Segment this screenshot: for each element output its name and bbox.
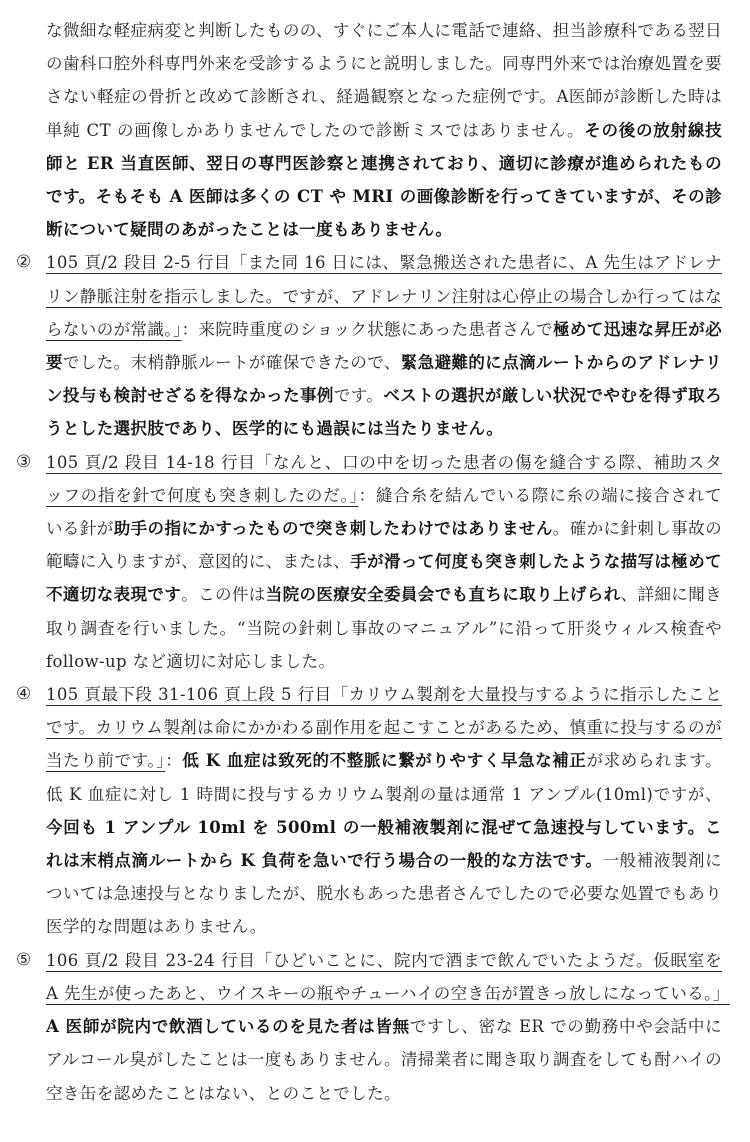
quoted-passage: 105 頁/2 段目 2-5 行目「また同 16 日には、緊急搬送された患者に、A 先生はアドレナリン静脈注射を指示しました。ですが、アドレナリン注射は心停止の場合しか行ってはならないのが常識。」 [46,253,722,339]
body-text: 。確かに針刺し事故の範疇に入りますが、意図的に、または、 [46,519,722,572]
intro-paragraph [16,14,722,246]
body-text: 。この件は [181,585,266,605]
item-body [46,944,730,1110]
item-5 [16,944,730,1110]
quoted-passage: 105 頁/2 段目 14-18 行目「なんと、口の中を切った患者の傷を縫合する際、補助スタッフの指を針で何度も突き刺したのだ。」 [46,452,722,505]
body-text: が求められます。低 K 血症に対し 1 時間に投与するカリウム製剤の量は通常 1 アンプル(10ml)ですが、 [46,751,722,804]
body-text: ：来院時重度のショック状態にあった患者さんで [181,319,553,339]
emphasis-text: ベストの選択が厳しい状況でやむを得ず取ろうとした選択肢であり、医学的にも過誤には当たりません。 [46,386,722,439]
emphasis-text: A 医師が院内で飲酒しているのを見た者は皆無 [46,1017,410,1037]
body-text: です。 [333,386,384,406]
body-text: ： [165,751,183,771]
emphasis-text: 低 K 血症は致死的不整脈に繋がりやすく早急な補正 [182,751,587,771]
item-2 [16,246,722,445]
item-body [46,246,722,445]
body-text: 一般補液製剤については急速投与となりましたが、脱水もあった患者さんでしたので必要な処置でもあり医学的な問題はありません。 [46,851,722,937]
emphasis-text: 緊急避難的に点滴ルートからのアドレナリン投与も検討せざるを得なかった事例 [46,353,723,406]
body-text: ：縫合糸を結んでいる際に糸の端に接合されている針が [46,485,722,539]
quoted-passage: 105 頁最下段 31-106 頁上段 5 行目「カリウム製剤を大量投与するように指示したことです。カリウム製剤は命にかかわる副作用を起こすことがあるため、慎重に投与するのが当たり前です。」 [46,685,722,771]
item-number: ② [16,252,32,273]
item-body [46,446,722,678]
body-text: な微細な軽症病変と判断したものの、すぐにご本人に電話で連絡、担当診療科である翌日の歯科口腔外科専門外来を受診するようにと説明しました。同専門外来では治療処置を要さない軽症の骨折と改めて診断され、経過観察となった症例です。A医師が診断した時は単純 CT の画像しかありませんでしたので診断ミスではありません。 [46,21,722,140]
item-number: ⑤ [16,949,32,970]
emphasis-text: 当院の医療安全委員会でも直ちに取り上げられ [265,585,621,605]
item-4 [16,678,722,944]
body-text: でした。末梢静脈ルートが確保できたので、 [62,353,401,373]
emphasis-text: 今回も 1 アンプル 10ml を 500ml の一般補液製剤に混ぜて急速投与しています。これは末梢点滴ルートから K 負荷を急いで行う場合の一般的な方法です。 [46,817,722,871]
emphasis-text: 助手の指にかすったもので突き刺したわけではありません [113,519,553,539]
emphasis-text: その後の放射線技師と ER 当直医師、翌日の専門医診察と連携されており、適切に診療が進められたものです。そもそも A 医師は多くの CT や MRI の画像診断を行ってきていますが、その診断について疑問のあがったことは一度もありません。 [46,120,722,240]
quoted-passage: 106 頁/2 段目 23-24 行目「ひどいことに、院内で酒まで飲んでいたようだ。仮眠室を A 先生が使ったあと、ウイスキーの瓶やチューハイの空き缶が置きっ放しになっている。」 [46,950,730,1003]
item-3 [16,446,722,678]
emphasis-text: 手が滑って何度も突き刺したような描写は極めて不適切な表現です [46,552,723,605]
item-number: ③ [16,451,32,472]
body-text: ですし、密な ER での勤務中や会話中にアルコール臭がしたことは一度もありません。清掃業者に聞き取り調査をしても酎ハイの空き缶を認めたことはない、とのことでした。 [46,1017,722,1103]
item-number: ④ [16,684,32,705]
item-body [46,678,722,944]
body-text: 、詳細に聞き取り調査を行いました。“当院の針刺し事故のマニュアル”に沿って肝炎ウィルス検査や follow-up など適切に対応しました。 [46,585,723,671]
emphasis-text: 極めて迅速な昇圧が必要 [46,319,723,373]
